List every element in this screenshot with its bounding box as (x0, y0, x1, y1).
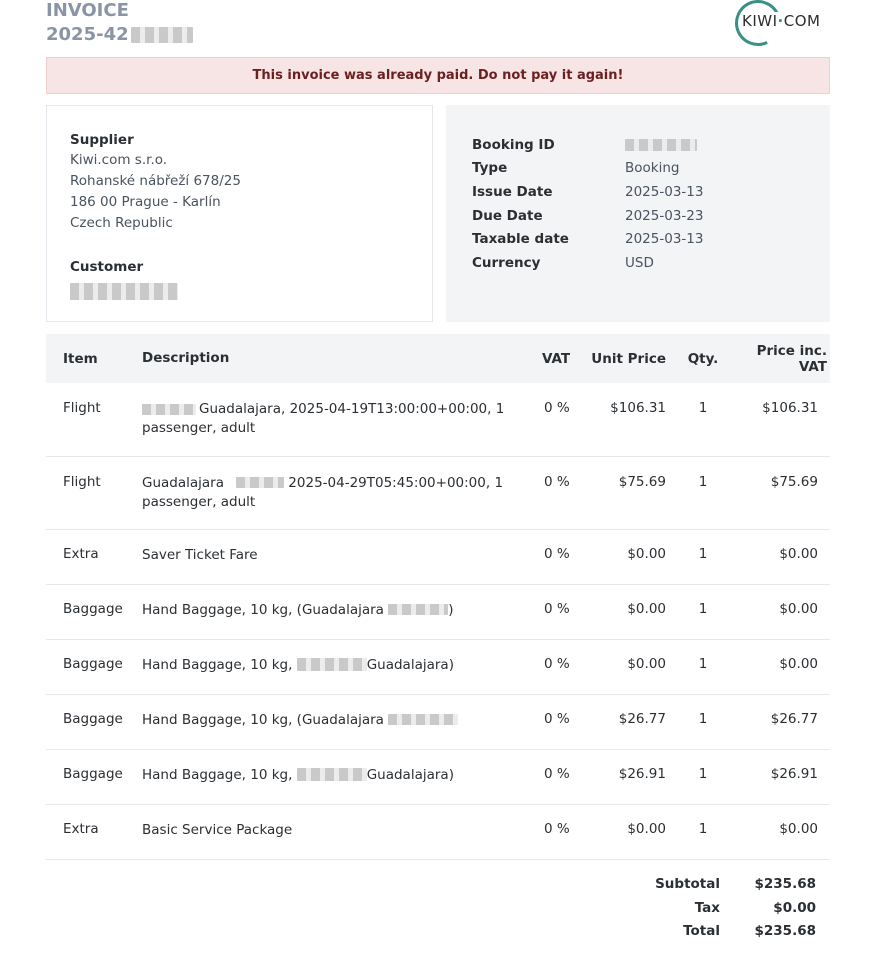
row-qty: 1 (698, 655, 708, 672)
redacted-text (388, 714, 458, 725)
row-price-inc-vat: $26.77 (770, 710, 818, 727)
row-description: Hand Baggage, 10 kg, Guadalajara) (142, 766, 454, 783)
booking-row-id (472, 133, 703, 157)
row-price-inc-vat: $75.69 (770, 473, 818, 490)
row-description: Hand Baggage, 10 kg, Guadalajara) (142, 656, 454, 673)
taxable-date-value: 2025-03-13 (625, 231, 704, 248)
row-description: Basic Service Package (142, 821, 293, 838)
row-item: Baggage (63, 710, 123, 727)
row-vat: 0 % (544, 473, 570, 490)
row-qty: 1 (698, 820, 708, 837)
logo-text: KIWI·COM (742, 12, 821, 30)
row-item: Flight (63, 473, 101, 490)
redacted-text (297, 768, 367, 781)
row-vat: 0 % (544, 545, 570, 562)
row-unit-price: $0.00 (627, 655, 666, 672)
table-row (46, 383, 830, 456)
booking-row-issue-date (472, 180, 703, 204)
table-row (46, 529, 830, 584)
row-vat: 0 % (544, 820, 570, 837)
invoice-items-table (46, 334, 830, 860)
booking-row-type (472, 157, 703, 181)
table-row (46, 639, 830, 694)
subtotal-row (600, 872, 816, 896)
total-row (600, 919, 816, 943)
row-price-inc-vat: $0.00 (779, 600, 818, 617)
header-description: Description (142, 350, 230, 366)
redacted-customer-name (70, 283, 178, 300)
row-item: Baggage (63, 600, 123, 617)
table-row (46, 804, 830, 859)
due-date-value: 2025-03-23 (625, 207, 704, 224)
customer-block (70, 259, 178, 300)
row-qty: 1 (698, 400, 708, 416)
invoice-number: 2025-42 (46, 24, 193, 46)
table-row (46, 694, 830, 749)
row-item: Baggage (63, 655, 123, 672)
tax-label: Tax (694, 899, 720, 916)
booking-row-taxable-date (472, 227, 703, 251)
row-item: Flight (63, 400, 101, 416)
subtotal-value: $235.68 (754, 875, 816, 892)
type-value: Booking (625, 160, 680, 177)
row-item: Baggage (63, 765, 123, 782)
row-description: Guadalajara 2025-04-29T05:45:00+00:00, 1 passenger, adult (142, 474, 504, 510)
header-price-inc-vat: Price inc. VAT (756, 342, 827, 375)
customer-label: Customer (70, 259, 144, 275)
taxable-date-label: Taxable date (472, 231, 569, 248)
total-label: Total (683, 923, 720, 940)
row-qty: 1 (698, 765, 708, 782)
row-description: Saver Ticket Fare (142, 546, 258, 563)
issue-date-label: Issue Date (472, 183, 553, 200)
row-item: Extra (63, 545, 99, 562)
booking-id-label: Booking ID (472, 136, 555, 153)
redacted-booking-id (625, 139, 697, 151)
row-description: Hand Baggage, 10 kg, (Guadalajara (142, 694, 542, 749)
row-price-inc-vat: $26.91 (770, 765, 818, 782)
supplier-street: Rohanské nábřeží 678/25 (70, 173, 241, 189)
redacted-text (297, 658, 367, 671)
type-label: Type (472, 160, 508, 177)
redacted-text (142, 404, 196, 415)
table-row (46, 584, 830, 639)
table-row (46, 456, 830, 529)
row-unit-price: $0.00 (627, 600, 666, 617)
totals-summary (600, 872, 816, 943)
header-vat: VAT (542, 350, 571, 367)
row-unit-price: $26.91 (618, 765, 666, 782)
row-description: Guadalajara, 2025-04-19T13:00:00+00:00, 1 passenger, adult (142, 401, 505, 436)
row-price-inc-vat: $0.00 (779, 655, 818, 672)
invoice-heading: INVOICE (46, 0, 129, 21)
booking-row-currency (472, 251, 703, 275)
supplier-block (70, 132, 241, 234)
row-price-inc-vat: $106.31 (762, 400, 818, 416)
table-row (46, 749, 830, 804)
redacted-text (131, 27, 193, 43)
row-unit-price: $75.69 (618, 473, 666, 490)
tax-row (600, 896, 816, 920)
row-qty: 1 (698, 545, 708, 562)
kiwi-logo (733, 0, 833, 46)
supplier-city: 186 00 Prague - Karlín (70, 194, 221, 210)
row-price-inc-vat: $0.00 (779, 545, 818, 562)
row-vat: 0 % (544, 655, 570, 672)
row-unit-price: $26.77 (618, 710, 666, 727)
redacted-text (236, 477, 284, 488)
row-qty: 1 (698, 600, 708, 617)
due-date-label: Due Date (472, 207, 543, 224)
header-unit-price: Unit Price (591, 350, 666, 367)
table-header-row (46, 334, 830, 383)
header-item: Item (63, 350, 98, 367)
booking-details-card (446, 105, 830, 322)
supplier-label: Supplier (70, 132, 134, 148)
row-unit-price: $0.00 (627, 820, 666, 837)
header-qty: Qty. (687, 350, 719, 367)
tax-value: $0.00 (773, 899, 816, 916)
supplier-country: Czech Republic (70, 215, 173, 231)
row-description: Hand Baggage, 10 kg, (Guadalajara ) (142, 601, 454, 618)
row-qty: 1 (698, 473, 708, 490)
row-vat: 0 % (544, 765, 570, 782)
redacted-text (388, 604, 448, 615)
supplier-card (46, 105, 433, 322)
currency-value: USD (625, 254, 654, 271)
currency-label: Currency (472, 254, 541, 271)
row-vat: 0 % (544, 600, 570, 617)
row-unit-price: $106.31 (610, 400, 666, 416)
issue-date-value: 2025-03-13 (625, 183, 704, 200)
subtotal-label: Subtotal (655, 875, 720, 892)
row-price-inc-vat: $0.00 (779, 820, 818, 837)
booking-row-due-date (472, 204, 703, 228)
supplier-name: Kiwi.com s.r.o. (70, 152, 168, 168)
total-value: $235.68 (754, 923, 816, 940)
row-item: Extra (63, 820, 99, 837)
row-unit-price: $0.00 (627, 545, 666, 562)
row-qty: 1 (698, 710, 708, 727)
booking-id-value (625, 137, 697, 153)
booking-details-list (472, 133, 703, 275)
paid-warning-banner: This invoice was already paid. Do not pay it again! (46, 57, 830, 94)
row-vat: 0 % (544, 710, 570, 727)
row-vat: 0 % (544, 400, 570, 416)
invoice-title (46, 0, 193, 46)
